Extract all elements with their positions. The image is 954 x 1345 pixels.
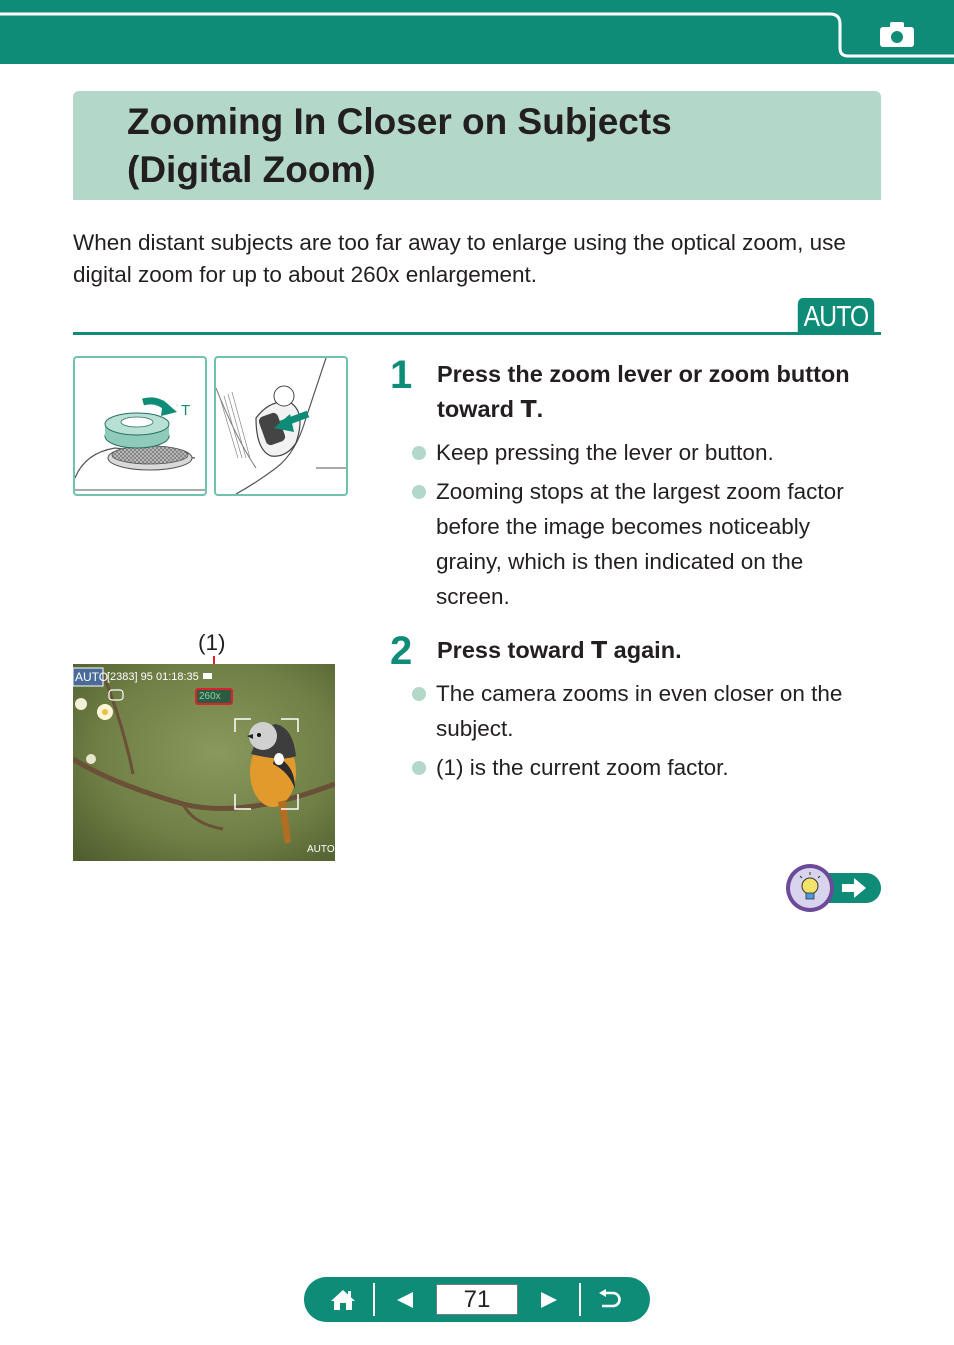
next-page-button[interactable] xyxy=(528,1277,570,1322)
step-1-number: 1 xyxy=(390,353,413,397)
zoom-lever-illustration xyxy=(73,356,207,496)
screen-status xyxy=(107,670,199,684)
shots-remaining: [2383] xyxy=(107,671,138,683)
screen-bottom-mode: AUTO xyxy=(307,844,335,855)
tips-link-button[interactable] xyxy=(784,862,882,914)
step-2-heading xyxy=(437,633,877,668)
zoom-factor-callout: (1) xyxy=(198,630,226,655)
nav-divider xyxy=(373,1283,375,1316)
step-2-heading-text: Press toward xyxy=(437,637,592,663)
list-item: The camera zooms in even closer on the subject. xyxy=(410,676,880,746)
step-2-bullets xyxy=(410,676,880,789)
list-item: Keep pressing the lever or button. xyxy=(410,435,880,470)
triangle-left-icon xyxy=(395,1291,415,1309)
step-2-number: 2 xyxy=(390,629,413,673)
image-quality: 95 xyxy=(140,671,153,683)
step-1-heading-text: Press the zoom lever or zoom button toward xyxy=(437,361,850,422)
tele-symbol: T xyxy=(591,636,608,664)
page-title xyxy=(127,98,827,194)
home-icon xyxy=(329,1288,357,1312)
tele-symbol: T xyxy=(520,395,537,423)
list-item: Zooming stops at the largest zoom factor before the image becomes noticeably grainy, which is then indicated on the screen. xyxy=(410,474,880,614)
auto-mode-badge: AUTO xyxy=(798,298,875,335)
page-navigation xyxy=(304,1277,650,1322)
tele-label: T xyxy=(181,402,191,419)
home-button[interactable] xyxy=(324,1277,362,1322)
top-header-bar xyxy=(0,0,954,64)
intro-paragraph: When distant subjects are too far away to enlarge using the optical zoom, use digital zoom for up to about 260x enlargement. xyxy=(73,230,846,287)
screen-mode: AUTO xyxy=(75,670,109,684)
step-1-heading xyxy=(437,357,877,427)
page-title-line2: (Digital Zoom) xyxy=(127,149,376,190)
recording-time: 01:18:35 xyxy=(155,671,199,683)
zoom-factor-readout: 260x xyxy=(199,691,221,702)
section-divider xyxy=(73,332,881,335)
list-item: (1) is the current zoom factor. xyxy=(410,750,880,785)
step-2-heading-end: again. xyxy=(607,637,682,663)
battery-icon xyxy=(203,673,212,679)
page-title-line1: Zooming In Closer on Subjects xyxy=(127,101,672,142)
step-1-heading-end: . xyxy=(536,396,544,422)
page-number[interactable]: 71 xyxy=(436,1284,518,1315)
nav-divider xyxy=(579,1283,581,1316)
return-icon xyxy=(597,1289,623,1311)
triangle-right-icon xyxy=(539,1291,559,1309)
back-button[interactable] xyxy=(590,1277,630,1322)
previous-page-button[interactable] xyxy=(384,1277,426,1322)
zoom-button-illustration xyxy=(214,356,348,496)
step-1-bullets xyxy=(410,435,880,618)
camera-screen-image xyxy=(73,664,335,861)
